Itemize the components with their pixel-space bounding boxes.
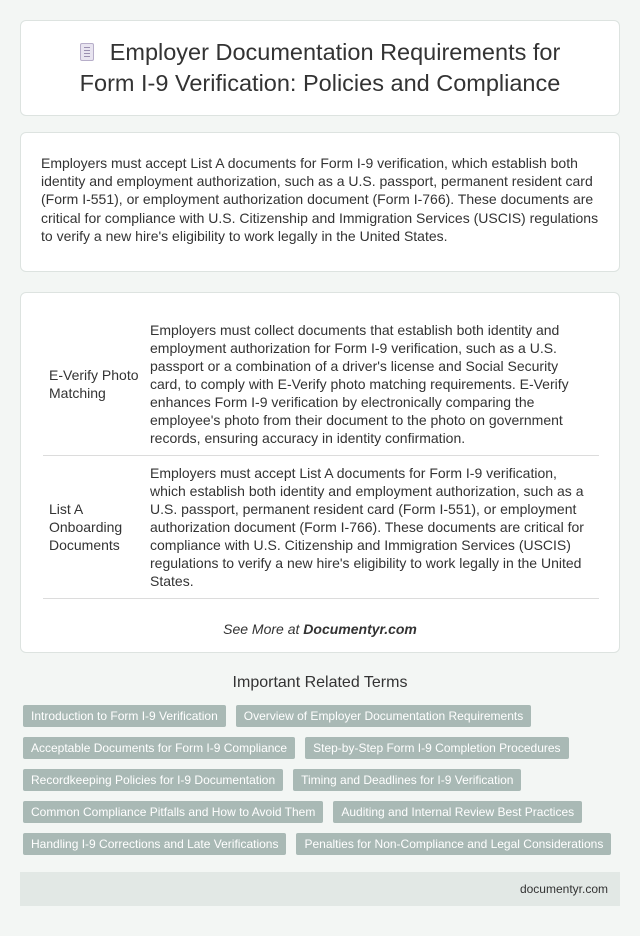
term-cell: List A Onboarding Documents: [43, 456, 144, 599]
tag-row: [23, 769, 623, 791]
title-card: [20, 20, 620, 116]
related-term-tag[interactable]: Penalties for Non-Compliance and Legal Considerations: [296, 833, 611, 855]
related-term-tag[interactable]: Recordkeeping Policies for I-9 Documentation: [23, 769, 283, 791]
see-more-site[interactable]: Documentyr.com: [303, 621, 417, 637]
related-term-tag[interactable]: Auditing and Internal Review Best Practices: [333, 801, 582, 823]
page-title: [51, 37, 589, 99]
page-title-text: Employer Documentation Requirements for Form I-9 Verification: Policies and Compliance: [79, 39, 561, 96]
document-icon: [80, 43, 94, 61]
table-row: [43, 456, 599, 599]
tag-row: [23, 801, 623, 823]
definitions-table: [43, 313, 599, 599]
tag-row: [23, 705, 623, 727]
description-cell: Employers must collect documents that establish both identity and employment authorization for Form I-9 verification, such as a U.S. passport or a combination of a driver's license and Social Security card, to comply with E-Verify photo matching requirements. E-Verify enhances Form I-9 verification by electronically comparing the employee's photo from their document to the photo on government records, ensuring accuracy in identity confirmation.: [144, 313, 599, 456]
tag-row: [23, 737, 623, 759]
related-term-tag[interactable]: Overview of Employer Documentation Requirements: [236, 705, 531, 727]
footer: [20, 872, 620, 906]
see-more-prefix: See More at: [223, 621, 304, 637]
footer-site-link[interactable]: documentyr.com: [519, 882, 608, 896]
related-term-tag[interactable]: Timing and Deadlines for I-9 Verification: [293, 769, 521, 791]
related-term-tag[interactable]: Common Compliance Pitfalls and How to Avoid Them: [23, 801, 323, 823]
table-row: [43, 313, 599, 456]
description-cell: Employers must accept List A documents for Form I-9 verification, which establish both identity and employment authorization, such as a U.S. passport, permanent resident card (Form I-551), or employment authorization document (Form I-766). These documents are critical for compliance with U.S. Citizenship and Immigration Services (USCIS) regulations to verify a new hire's eligibility to work legally in the United States.: [144, 456, 599, 599]
related-terms-tags: [23, 705, 623, 865]
related-terms-heading: Important Related Terms: [232, 674, 408, 691]
related-term-tag[interactable]: Step-by-Step Form I-9 Completion Procedures: [305, 737, 568, 759]
see-more-link[interactable]: [43, 621, 597, 637]
tag-row: [23, 833, 623, 855]
related-term-tag[interactable]: Handling I-9 Corrections and Late Verifications: [23, 833, 286, 855]
intro-paragraph: Employers must accept List A documents for Form I-9 verification, which establish both identity and employment authorization, such as a U.S. passport, permanent resident card (Form I-551), or employment authorization document (Form I-766). These documents are critical for compliance with U.S. Citizenship and Immigration Services (USCIS) regulations to verify a new hire's eligibility to work legally in the United States.: [41, 155, 599, 244]
intro-card: [20, 132, 620, 272]
related-term-tag[interactable]: Acceptable Documents for Form I-9 Compliance: [23, 737, 295, 759]
related-term-tag[interactable]: Introduction to Form I-9 Verification: [23, 705, 226, 727]
definitions-card: [20, 292, 620, 653]
term-cell: E-Verify Photo Matching: [43, 313, 144, 456]
